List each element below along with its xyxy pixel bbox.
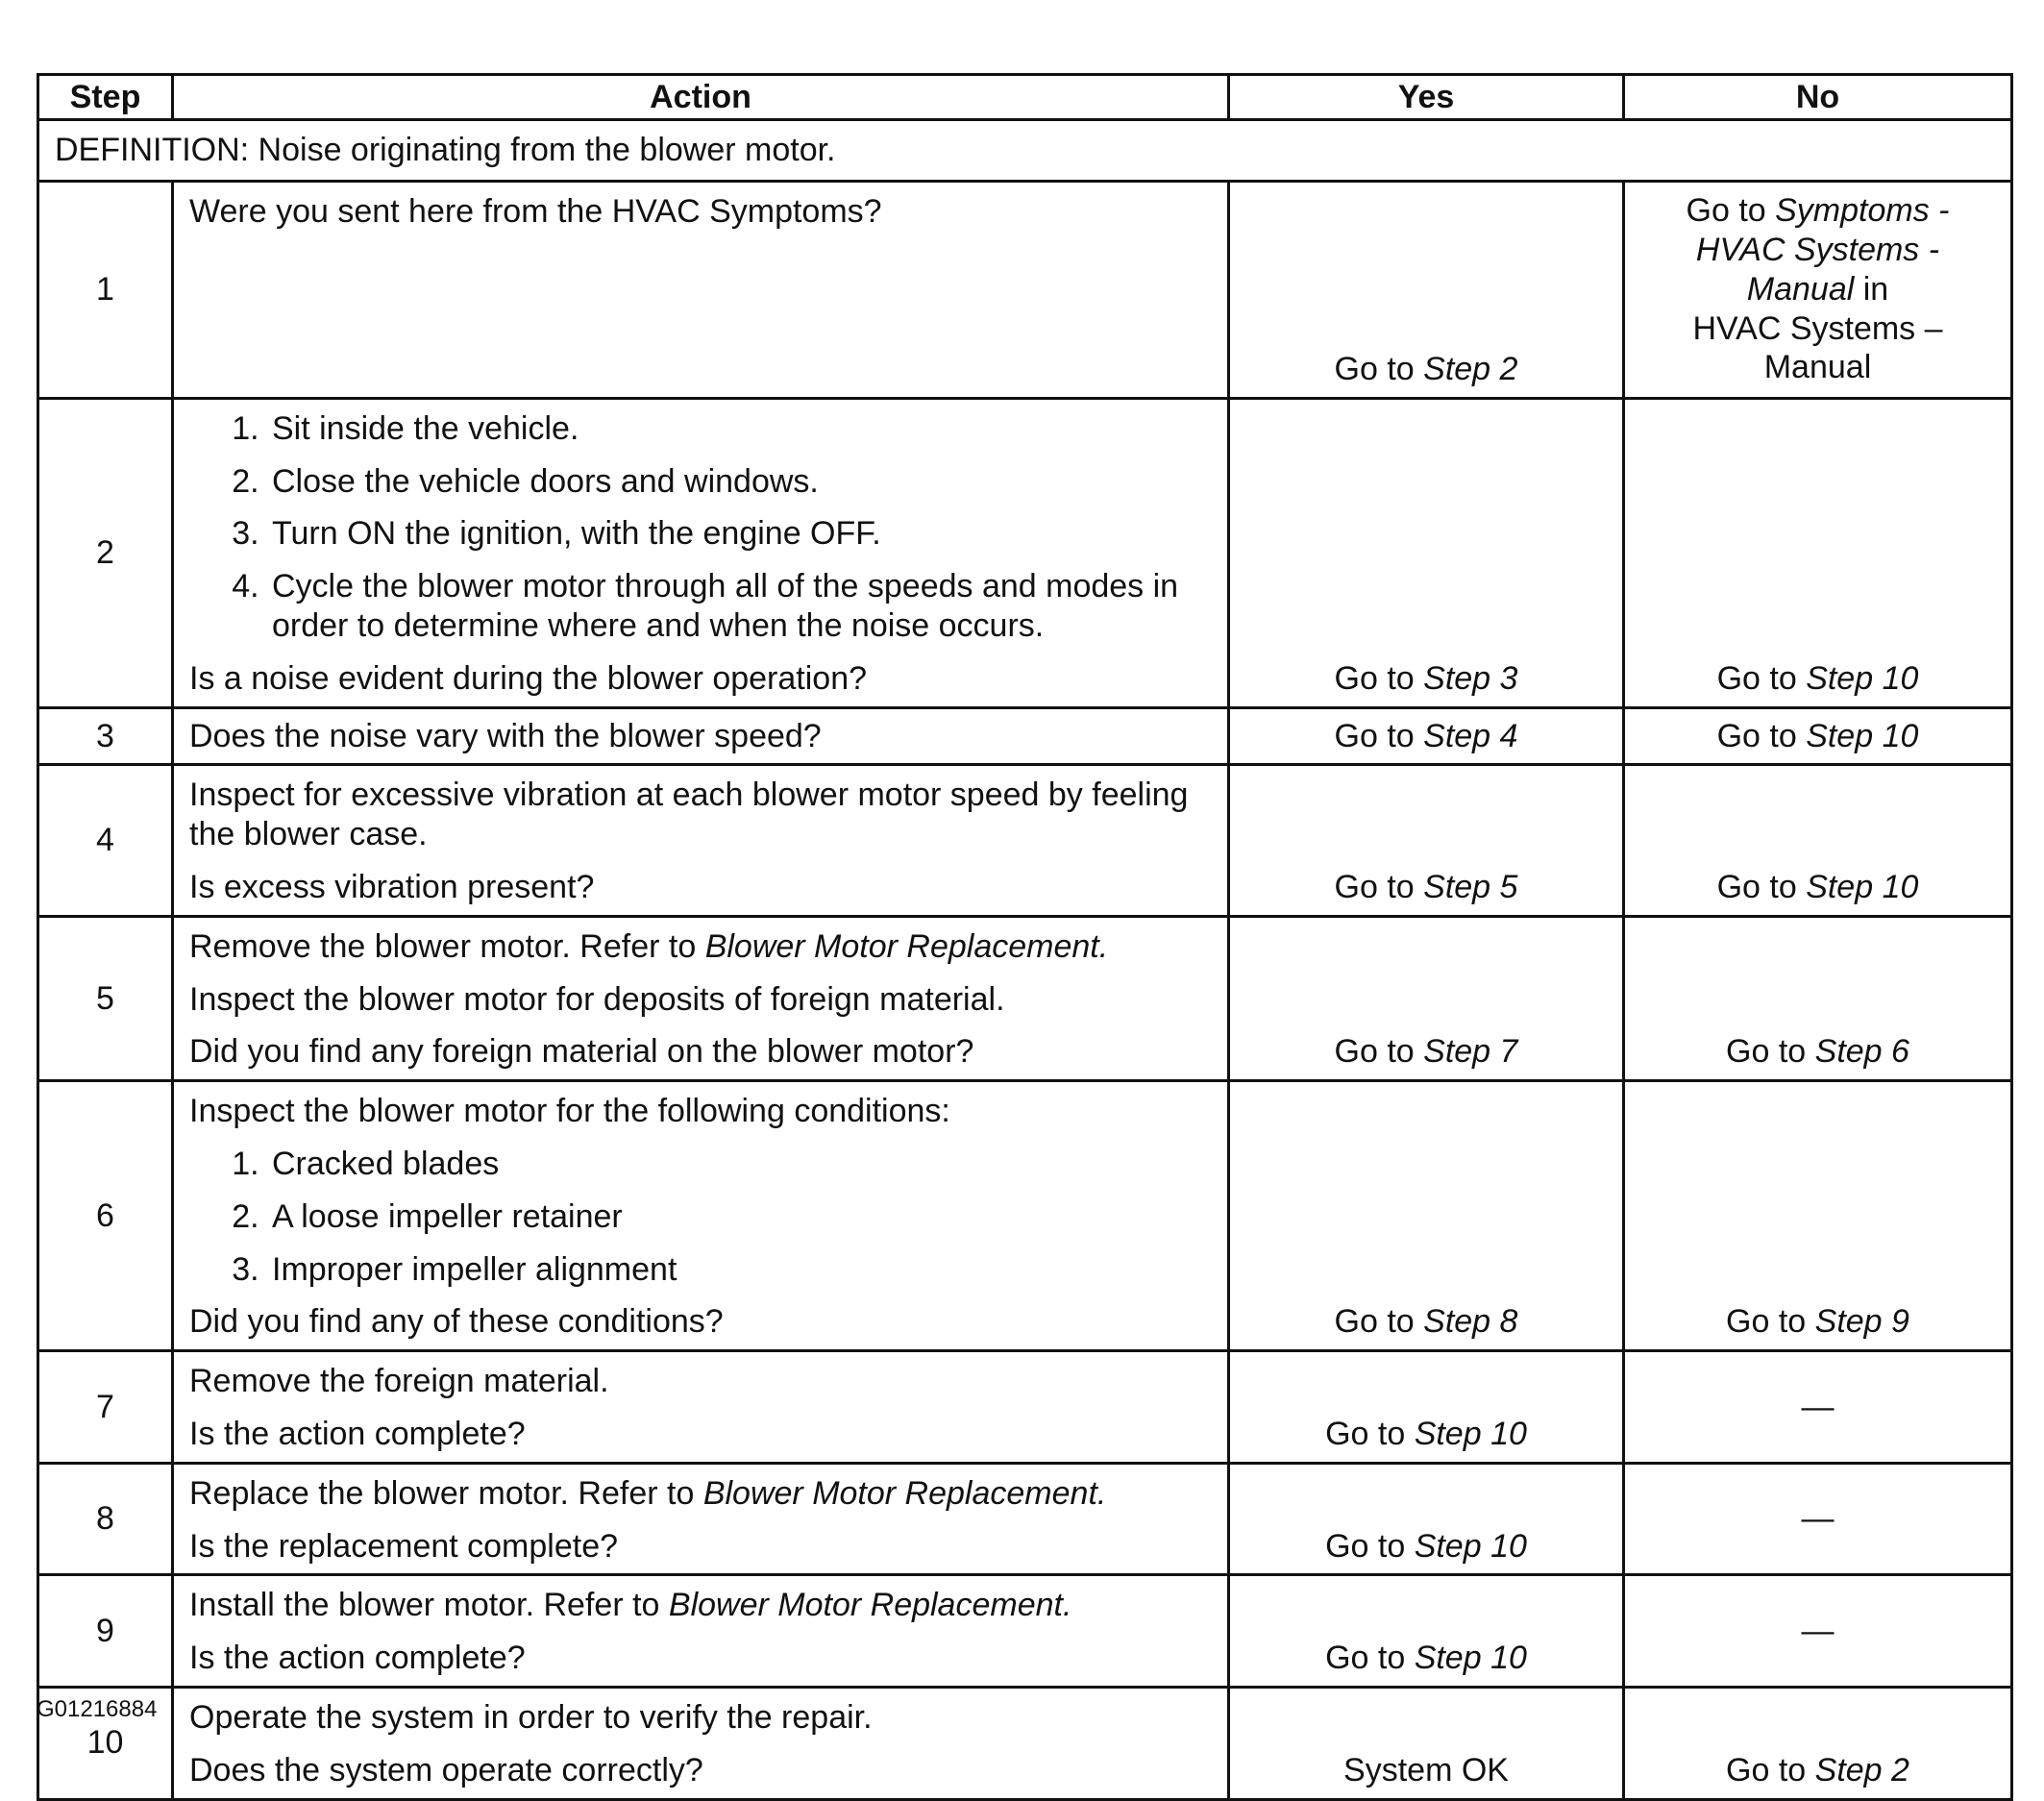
table-row <box>38 916 2012 1080</box>
action-question: Is the replacement complete? <box>189 1527 619 1565</box>
action-text-prefix: Remove the blower motor. Refer to <box>189 927 705 965</box>
step-number: 9 <box>38 1575 173 1688</box>
list-item: 2. Close the vehicle doors and windows. <box>268 462 1212 502</box>
step-reference: Step 10 <box>1806 868 1919 905</box>
table-row <box>38 707 2012 765</box>
procedure-reference: Blower Motor Replacement. <box>704 927 1109 965</box>
action-cell <box>173 1575 1229 1688</box>
yes-cell: System OK <box>1229 1687 1624 1799</box>
action-cell <box>173 1463 1229 1575</box>
action-text: Operate the system in order to verify the repair. <box>189 1698 873 1736</box>
table-row <box>38 398 2012 707</box>
diagnostic-table <box>37 73 2013 1801</box>
yes-prefix: Go to <box>1334 659 1424 697</box>
step-reference: Step 3 <box>1423 659 1518 697</box>
procedure-list <box>189 409 1212 646</box>
header-action: Action <box>173 75 1229 120</box>
action-question: Is the action complete? <box>189 1415 526 1452</box>
header-step: Step <box>38 75 173 120</box>
action-question: Is a noise evident during the blower operation? <box>189 659 868 697</box>
table-row <box>38 765 2012 916</box>
table-row <box>38 1575 2012 1688</box>
no-prefix: Go to <box>1716 717 1807 754</box>
step-reference: Step 10 <box>1414 1527 1527 1565</box>
action-text-prefix: Install the blower motor. Refer to <box>189 1587 669 1624</box>
yes-prefix: Go to <box>1334 868 1424 905</box>
action-text-prefix: Replace the blower motor. Refer to <box>189 1474 703 1512</box>
yes-prefix: Go to <box>1334 717 1424 754</box>
list-item: 1. Cracked blades <box>268 1145 1212 1184</box>
no-cell <box>1624 1687 2012 1799</box>
list-item: 4. Cycle the blower motor through all of the speeds and modes in order to determine where and when the noise occurs. <box>268 567 1212 646</box>
yes-prefix: Go to <box>1325 1640 1415 1677</box>
yes-cell <box>1229 1463 1624 1575</box>
step-reference: Step 2 <box>1423 351 1518 387</box>
action-text <box>189 1586 1212 1625</box>
figure-id: G01216884 <box>37 1696 158 1722</box>
table-row <box>38 181 2012 398</box>
action-cell <box>173 1687 1229 1799</box>
action-question: Did you find any foreign material on the blower motor? <box>189 1033 974 1071</box>
action-question: Does the system operate correctly? <box>189 1751 703 1789</box>
definition-row <box>38 120 2012 182</box>
no-cell <box>1624 707 2012 765</box>
no-prefix: Go to <box>1726 1303 1815 1341</box>
table-row <box>38 1351 2012 1464</box>
action-text: Remove the foreign material. <box>189 1363 609 1400</box>
list-item: 2. A loose impeller retainer <box>268 1197 1212 1237</box>
step-reference: Step 7 <box>1423 1033 1518 1071</box>
step-number: 4 <box>38 765 173 916</box>
yes-prefix: Go to <box>1325 1415 1415 1452</box>
action-text <box>189 927 1212 967</box>
step-reference: Step 5 <box>1423 868 1518 905</box>
action-cell <box>173 765 1229 916</box>
no-cell <box>1624 765 2012 916</box>
step-number: 3 <box>38 707 173 765</box>
header-row <box>38 75 2012 120</box>
action-cell <box>173 181 1229 398</box>
step-reference: Step 6 <box>1814 1033 1909 1071</box>
action-question: Is the action complete? <box>189 1640 526 1677</box>
step-reference: Step 10 <box>1806 659 1919 697</box>
step-reference: Step 4 <box>1423 717 1518 754</box>
yes-cell <box>1229 1351 1624 1464</box>
list-item: 3. Turn ON the ignition, with the engine OFF. <box>268 514 1212 554</box>
no-cell <box>1624 1081 2012 1351</box>
action-cell <box>173 398 1229 707</box>
header-no: No <box>1624 75 2012 120</box>
action-text <box>189 1474 1212 1514</box>
yes-cell <box>1229 181 1624 398</box>
in-text: in <box>1854 270 1889 308</box>
no-prefix: Go to <box>1686 192 1776 230</box>
yes-cell <box>1229 1081 1624 1351</box>
step-number: 2 <box>38 398 173 707</box>
table-row <box>38 1687 2012 1799</box>
yes-cell <box>1229 707 1624 765</box>
hvac-systems-reference: HVAC Systems - <box>1695 232 1940 269</box>
step-number: 10 <box>38 1687 173 1799</box>
action-text: Inspect the blower motor for deposits of foreign material. <box>189 980 1005 1018</box>
no-prefix: Go to <box>1726 1033 1815 1071</box>
action-question: Does the noise vary with the blower speed? <box>189 717 822 754</box>
step-number: 5 <box>38 916 173 1080</box>
condition-list <box>189 1145 1212 1289</box>
no-prefix: Go to <box>1726 1751 1815 1789</box>
manual-reference: Manual <box>1746 270 1855 308</box>
action-text: Inspect the blower motor for the following conditions: <box>189 1093 950 1130</box>
yes-prefix: Go to <box>1325 1527 1415 1565</box>
step-reference: Step 10 <box>1414 1640 1527 1677</box>
step-number: 1 <box>38 181 173 398</box>
yes-prefix: Go to <box>1334 351 1424 387</box>
no-cell: — <box>1624 1463 2012 1575</box>
action-cell <box>173 1351 1229 1464</box>
step-reference: Step 10 <box>1414 1415 1527 1452</box>
procedure-reference: Blower Motor Replacement. <box>702 1474 1107 1512</box>
step-number: 8 <box>38 1463 173 1575</box>
step-reference: Step 2 <box>1814 1751 1909 1789</box>
no-cell <box>1624 181 2012 398</box>
no-cell <box>1624 398 2012 707</box>
yes-cell <box>1229 398 1624 707</box>
list-item: 3. Improper impeller alignment <box>268 1250 1212 1290</box>
action-text: Inspect for excessive vibration at each blower motor speed by feeling the blower case. <box>189 777 1189 853</box>
yes-prefix: Go to <box>1334 1033 1424 1071</box>
no-cell <box>1624 916 2012 1080</box>
section-name-cont: Manual <box>1763 349 1872 386</box>
yes-cell <box>1229 765 1624 916</box>
action-question: Did you find any of these conditions? <box>189 1303 724 1341</box>
action-cell <box>173 916 1229 1080</box>
step-reference: Step 10 <box>1806 717 1919 754</box>
action-question: Is excess vibration present? <box>189 868 595 905</box>
no-prefix: Go to <box>1716 659 1807 697</box>
table-row <box>38 1081 2012 1351</box>
no-cell: — <box>1624 1351 2012 1464</box>
yes-cell <box>1229 916 1624 1080</box>
definition-text: DEFINITION: Noise originating from the blower motor. <box>38 120 2012 182</box>
yes-prefix: Go to <box>1334 1303 1424 1341</box>
yes-cell <box>1229 1575 1624 1688</box>
section-name: HVAC Systems – <box>1692 309 1943 347</box>
step-reference: Step 9 <box>1814 1303 1909 1341</box>
procedure-reference: Blower Motor Replacement. <box>668 1587 1072 1624</box>
action-question: Were you sent here from the HVAC Symptoms? <box>189 192 882 230</box>
step-number: 7 <box>38 1351 173 1464</box>
action-cell <box>173 707 1229 765</box>
no-prefix: Go to <box>1716 868 1807 905</box>
list-item: 1. Sit inside the vehicle. <box>268 409 1212 449</box>
action-cell <box>173 1081 1229 1351</box>
table-row <box>38 1463 2012 1575</box>
no-cell: — <box>1624 1575 2012 1688</box>
step-reference: Step 8 <box>1423 1303 1518 1341</box>
header-yes: Yes <box>1229 75 1624 120</box>
symptoms-reference: Symptoms - <box>1775 192 1950 230</box>
step-number: 6 <box>38 1081 173 1351</box>
